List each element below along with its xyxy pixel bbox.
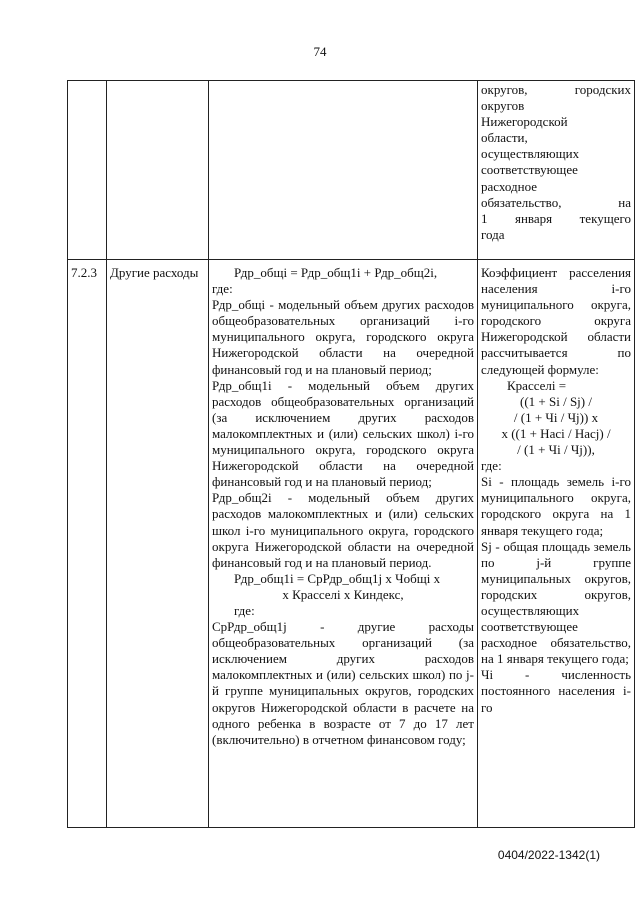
note-paragraph: где: <box>481 458 502 474</box>
note-paragraph: Коэффициент расселения населения і-го муниципального округа, городского округа Нижегородской области рассчитывается по следующей формуле: <box>481 265 631 377</box>
note-line: Нижегородской <box>481 114 568 130</box>
note-line: области, <box>481 130 528 146</box>
table-row <box>68 260 635 828</box>
note-cell <box>478 260 635 828</box>
formula-paragraph: СрРдр_общ1j - другие расходы общеобразовательных организаций (за исключением других расходов малокомплектных и (или) сельских школ) по j-й группе муниципальных округов, городских округов Нижегородской области в расчете на одного ребенка в возрасте от 7 до 17 лет (включительно) в отчетном финансовом году; <box>212 619 474 747</box>
note-line: соответствующее <box>481 162 578 178</box>
row-number-cell: 7.2.3 <box>68 260 107 828</box>
formula-paragraph: Рдр_общі = Рдр_общ1і + Рдр_общ2і, <box>234 265 438 280</box>
note-line: 1 января текущего <box>481 210 631 226</box>
row-name-cell: Другие расходы <box>107 260 209 828</box>
note-line: округов <box>481 98 525 114</box>
formula-paragraph: где: <box>212 281 233 297</box>
note-line: года <box>481 226 505 242</box>
note-cell <box>478 81 635 260</box>
note-line: округов, городских <box>481 82 631 97</box>
page-number: 74 <box>313 44 327 59</box>
row-name-cell <box>107 81 209 260</box>
note-paragraph: / (1 + Чі / Чj)) х <box>513 409 599 425</box>
formula-paragraph: Рдр_общ1і = СрРдр_общ1j х Чобщі х <box>234 570 441 586</box>
note-paragraph: Sj - общая площадь земель по j-й группе муниципальных округов, городских округов, осуществляющих соответствующее расходное обязательство, на 1 января текущего года; <box>481 538 631 667</box>
note-paragraph: ((1 + Si / Sj) / <box>520 393 592 409</box>
formula-paragraph: Рдр_общі - модельный объем других расходов общеобразовательных организаций і-го муниципального округа, городского округа Нижегородской области на очередной финансовый год и на плановый период; <box>212 297 474 377</box>
document-code: 0404/2022-1342(1) <box>497 848 600 862</box>
formula-cell <box>209 81 478 260</box>
formula-paragraph: где: <box>234 602 255 618</box>
note-line: осуществляющих <box>481 146 580 162</box>
formula-paragraph: х Красселі х Киндекс, <box>282 586 404 602</box>
norms-table <box>67 80 635 828</box>
note-paragraph: х ((1 + Насі / Насj) / <box>501 425 611 441</box>
note-paragraph: / (1 + Чі / Чj)), <box>517 442 595 458</box>
row-number-cell <box>68 81 107 260</box>
note-paragraph: Si - площадь земель і-го муниципального округа, городского округа на 1 января текущего года; <box>481 474 631 538</box>
formula-paragraph: Рдр_общ2і - модельный объем других расходов малокомплектных и (или) сельских школ і-го муниципального округа, городского округа Нижегородской области на очередной финансовый год и на плановый период. <box>212 490 474 570</box>
formula-paragraph: Рдр_общ1і - модельный объем других расходов общеобразовательных организаций (за исключением других расходов малокомплектных и (или) сельских школ) і-го муниципального округа, городского округа Нижегородской области на очередной финансовый год и на плановый период; <box>212 377 474 490</box>
note-line: расходное <box>481 178 537 194</box>
table-row <box>68 81 635 260</box>
note-paragraph: Чі - численность постоянного населения і-го <box>481 667 631 715</box>
note-paragraph: Красселі = <box>507 377 567 393</box>
formula-cell <box>209 260 478 828</box>
note-line: обязательство, на <box>481 194 631 210</box>
